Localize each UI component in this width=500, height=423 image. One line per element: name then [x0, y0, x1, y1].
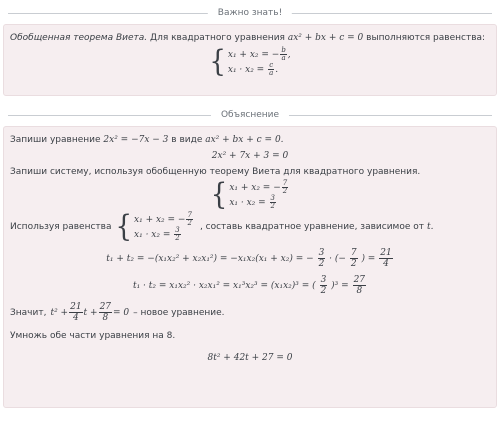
product-derivation: t₁ · t₂ = x₁x₂² · x₂x₁² = x₁³x₂³ = (x₁x₂)³ = ( $\frac{3}{2}$ )³ = $\frac{27}{8}$ [132, 275, 366, 296]
step-5: Умножь обе части уравнения на 8. [10, 331, 176, 341]
explanation-divider [0, 108, 500, 122]
important-box [3, 24, 497, 96]
important-label: Важно знать! [208, 6, 292, 20]
vieta-system: { x₁ + x₂ = − $\frac{b}{a}$ , x₁ · x₂ = $\frac{c}{a}$ . [209, 44, 291, 80]
sum-derivation: t₁ + t₂ = −(x₁x₂² + x₂x₁²) = −x₁x₂(x₁ + x₂) = − $\frac{3}{2}$ · (− $\frac{7}{2}$ ) = $\frac{21}{4}$ [106, 248, 392, 269]
important-intro: Обобщенная теорема Виета. Для квадратного уравнения ax² + bx + c = 0 выполняются равенства: [10, 33, 486, 43]
step-1: Запиши уравнение 2x² = −7x − 3 в виде ax² + bx + c = 0. [10, 135, 284, 145]
theorem-name: Обобщенная теорема Виета. [10, 33, 148, 43]
system-2: { x₁ + x₂ = − $\frac{7}{2}$ x₁ · x₂ = $\frac{3}{2}$ [210, 177, 288, 213]
explanation-label: Объяснение [211, 108, 289, 122]
equation-1: 2x² + 7x + 3 = 0 [211, 151, 289, 161]
final-equation: 8t² + 42t + 27 = 0 [207, 353, 293, 363]
important-divider [0, 6, 500, 20]
step-3: Используя равенства { x₁ + x₂ = − $\frac{7}{2}$ x₁ · x₂ = $\frac{3}{2}$ , составь квадратное уравнение, зависимое от t. [10, 209, 434, 245]
explanation-box [3, 126, 497, 408]
step-2: Запиши систему, используя обобщенную теорему Виета для квадратного уравнения. [10, 167, 421, 177]
step-4: Значит, t² + $\frac{21}{4}$ t + $\frac{27}{8}$ = 0 – новое уравнение. [10, 302, 225, 323]
